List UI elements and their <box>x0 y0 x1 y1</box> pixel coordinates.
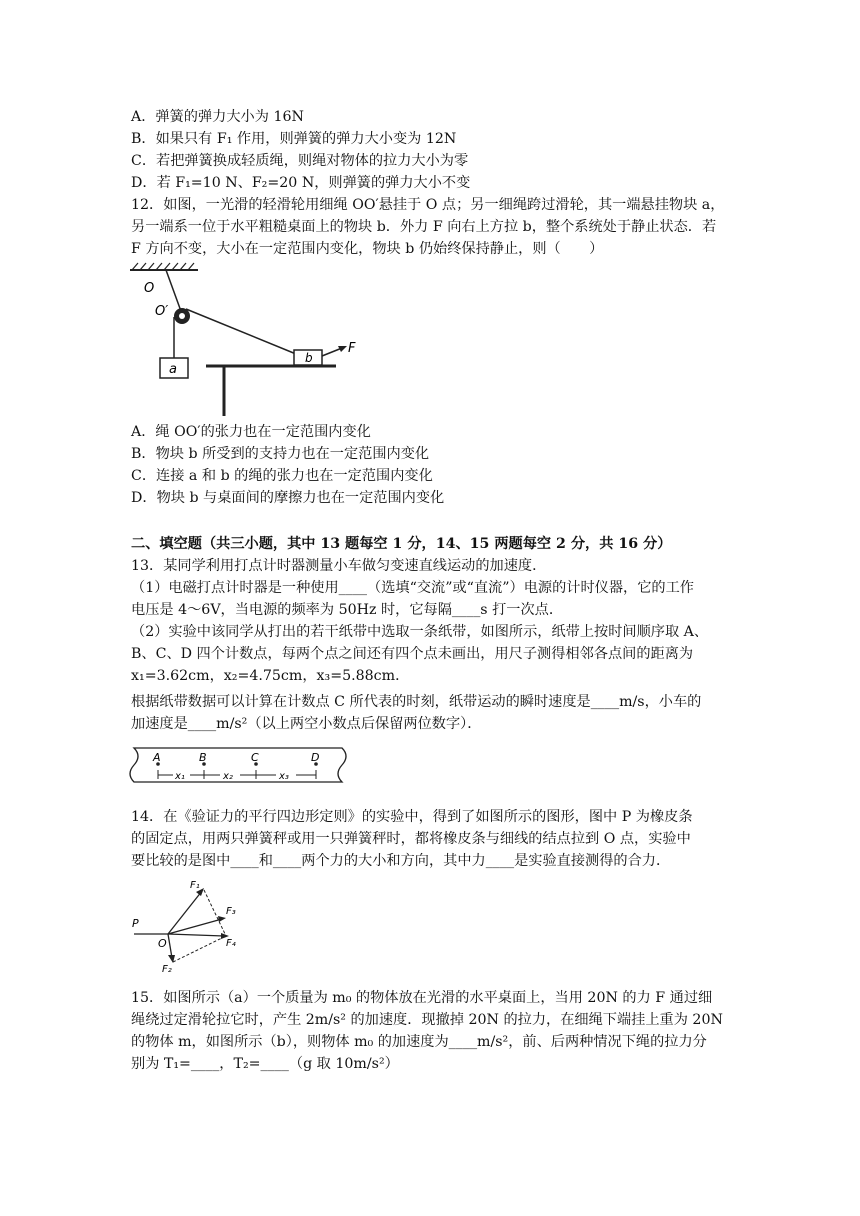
q11-option-d: D．若 F₁=10 N、F₂=20 N，则弹簧的弹力大小不变 <box>131 175 471 191</box>
q13-paper-tape-figure <box>128 742 352 788</box>
point-b-label: B <box>199 751 207 764</box>
q14-force-figure <box>128 874 248 978</box>
x2-label: x₂ <box>223 771 233 782</box>
q12-pulley-figure <box>128 262 378 420</box>
rope-oo-prime <box>166 270 182 314</box>
force-f3-arrowhead <box>218 916 226 922</box>
q14-line: 的固定点，用两只弹簧秤或用一只弹簧秤时，都将橡皮条与细线的结点拉到 O 点，实验中 <box>131 831 691 847</box>
force-f3-line <box>168 919 222 934</box>
q11-option-c: C．若把弹簧换成轻质绳，则绳对物体的拉力大小为零 <box>131 153 469 169</box>
q12-option-b: B．物块 b 所受到的支持力也在一定范围内变化 <box>131 446 430 462</box>
block-a-label: a <box>169 362 177 377</box>
point-o-label: O <box>158 937 167 950</box>
q13-line: 13．某同学利用打点计时器测量小车做匀变速直线运动的加速度． <box>131 558 547 574</box>
force-f2-label: F₂ <box>162 964 172 975</box>
q13-line: 电压是 4～6V，当电源的频率为 50Hz 时，它每隔____s 打一次点． <box>131 602 564 618</box>
force-f1-label: F₁ <box>190 880 200 891</box>
force-f2-line <box>168 934 172 958</box>
dashed-line-f2-f4 <box>173 936 226 962</box>
q13-line: （1）电磁打点计时器是一种使用____（选填“交流”或“直流”）电源的计时仪器，它的工作 <box>131 580 694 596</box>
q12-option-d: D．物块 b 与桌面间的摩擦力也在一定范围内变化 <box>131 490 445 506</box>
block-b-label: b <box>305 351 313 365</box>
point-d-label: D <box>311 751 320 764</box>
q13-line: 加速度是____m/s²（以上两空小数点后保留两位数字）． <box>131 716 482 732</box>
q15-line: 绳绕过定滑轮拉它时，产生 2m/s² 的加速度．现撤掉 20N 的拉力，在细绳下端挂上重为 20N <box>131 1012 723 1028</box>
point-p-label: P <box>132 917 139 930</box>
force-f4-label: F₄ <box>226 938 236 949</box>
dashed-line-f1-f4 <box>204 890 226 936</box>
q15-line: 的物体 m，如图所示（b），则物体 m₀ 的加速度为____m/s²，前、后两种情况下绳的拉力分 <box>131 1034 707 1050</box>
section-title: 二、填空题（共三小题，其中 13 题每空 1 分，14、15 两题每空 2 分，共 16 分） <box>131 536 672 552</box>
point-c-label: C <box>251 751 259 764</box>
force-f1-line <box>168 891 202 934</box>
force-f-label: F <box>348 341 356 356</box>
ceiling-hatching <box>132 263 194 270</box>
q13-line: 根据纸带数据可以计算在计数点 C 所代表的时刻，纸带运动的瞬时速度是____m/s，小车的 <box>131 694 702 710</box>
q15-line: 别为 T₁=____，T₂=____（g 取 10m/s²） <box>131 1056 399 1072</box>
point-o-label: O <box>144 281 155 296</box>
x1-label: x₁ <box>175 771 185 782</box>
q12-option-a: A．绳 OO′的张力也在一定范围内变化 <box>131 424 371 440</box>
q14-line: 要比较的是图中____和____两个力的大小和方向，其中力____是实验直接测得的合力． <box>131 853 671 869</box>
q13-line: （2）实验中该同学从打出的若干纸带中选取一条纸带，如图所示，纸带上按时间顺序取 A、 <box>131 624 709 640</box>
q11-option-b: B．如果只有 F₁ 作用，则弹簧的弹力大小变为 12N <box>131 131 457 147</box>
rope-to-b <box>186 309 296 354</box>
point-o-prime-label: O′ <box>155 304 169 319</box>
pulley-axle <box>179 313 185 319</box>
q11-option-a: A．弹簧的弹力大小为 16N <box>131 109 304 125</box>
q12-stem-line: 另一端系一位于水平粗糙桌面上的物块 b．外力 F 向右上方拉 b，整个系统处于静止状态．若 <box>131 219 717 235</box>
x3-label: x₃ <box>279 771 289 782</box>
force-f-arrow <box>322 348 342 356</box>
q13-line: x₁=3.62cm，x₂=4.75cm，x₃=5.88cm． <box>131 668 410 684</box>
q13-line: B、C、D 四个计数点，每两个点之间还有四个点未画出，用尺子测得相邻各点间的距离为 <box>131 646 694 662</box>
q12-stem-line: 12．如图，一光滑的轻滑轮用细绳 OO′悬挂于 O 点；另一细绳跨过滑轮，其一端悬挂物块 a， <box>131 197 725 213</box>
q14-line: 14．在《验证力的平行四边形定则》的实验中，得到了如图所示的图形，图中 P 为橡皮条 <box>131 809 693 825</box>
force-f3-label: F₃ <box>226 906 236 917</box>
q12-option-c: C．连接 a 和 b 的绳的张力也在一定范围内变化 <box>131 468 433 484</box>
q15-line: 15．如图所示（a）一个质量为 m₀ 的物体放在光滑的水平桌面上，当用 20N 的力 F 通过细 <box>131 990 713 1006</box>
point-a-label: A <box>153 751 161 764</box>
force-f4-line <box>168 934 224 936</box>
q12-stem-line: F 方向不变，大小在一定范围内变化，物块 b 仍始终保持静止，则（ ） <box>131 241 604 257</box>
